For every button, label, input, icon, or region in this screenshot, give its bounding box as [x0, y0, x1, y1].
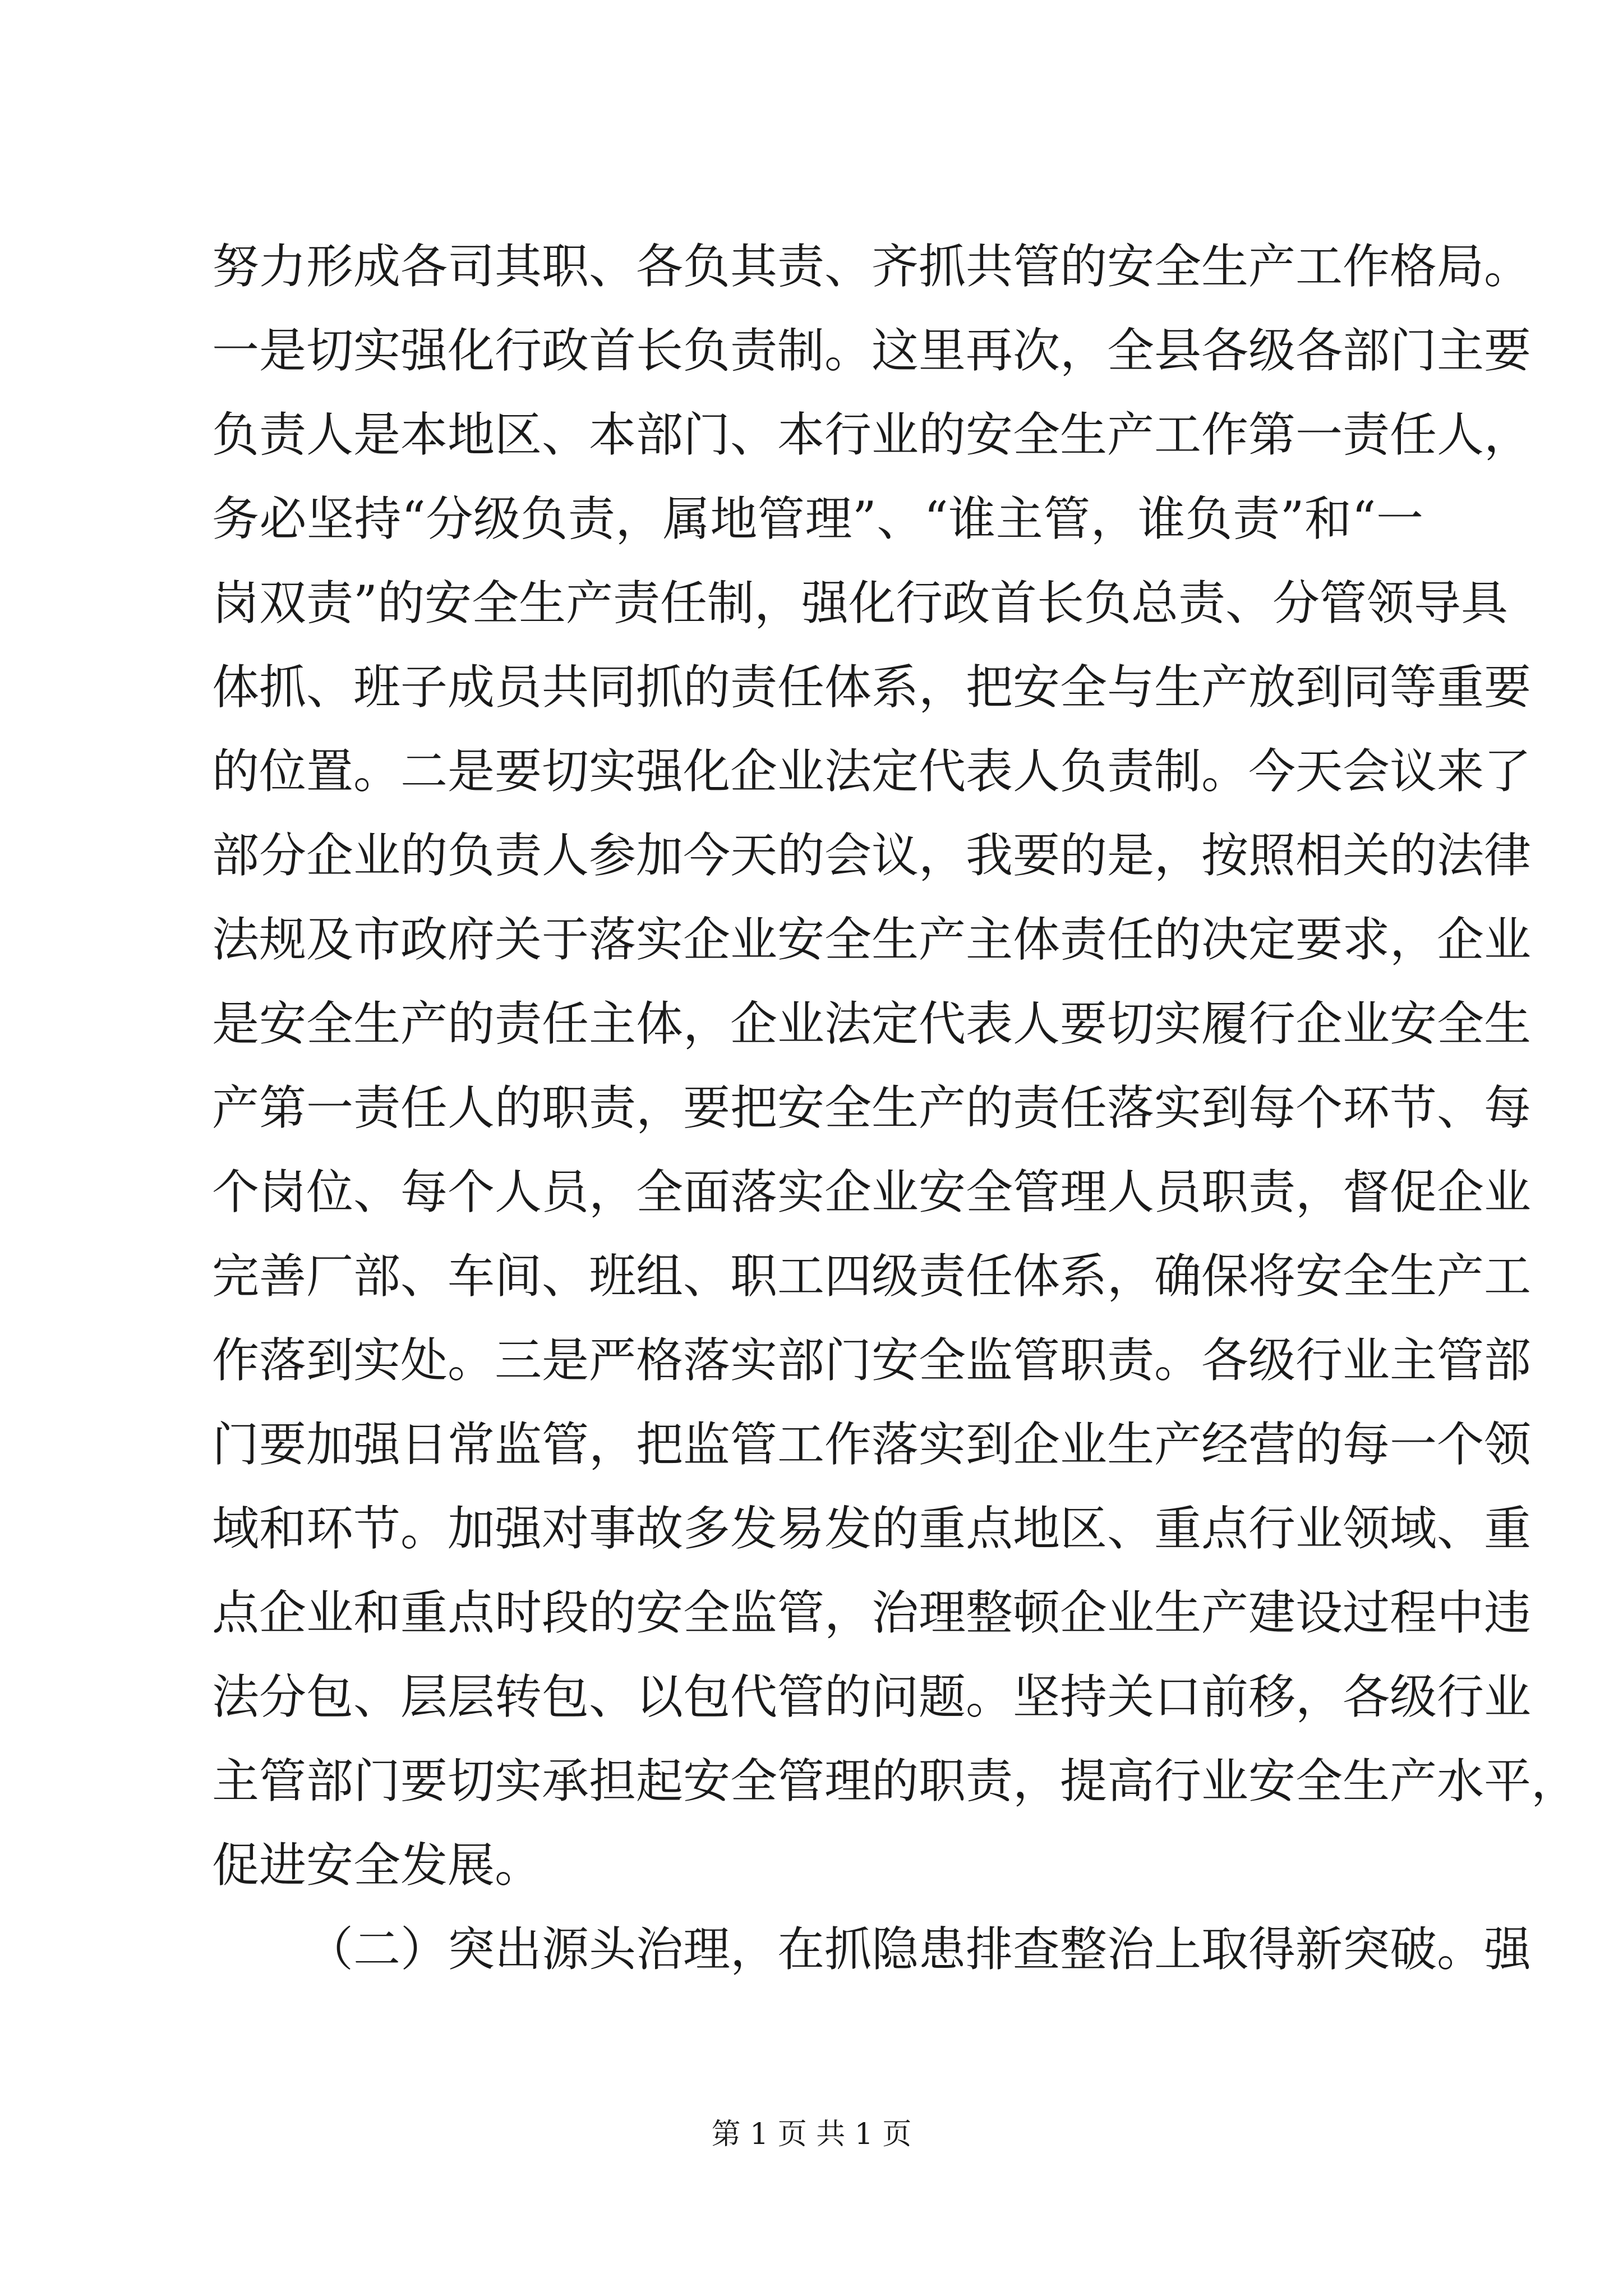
text-line: 一是切实强化行政首长负责制。这里再次，全县各级各部门主要 — [212, 323, 1532, 378]
text-line: 务必坚持“分级负责，属地管理”、“谁主管，谁负责”和“一 — [212, 491, 1423, 546]
text-line: 域和环节。加强对事故多发易发的重点地区、重点行业领域、重 — [212, 1501, 1532, 1556]
text-line: 岗双责”的安全生产责任制，强化行政首长负总责、分管领导具 — [212, 576, 1508, 631]
text-line: 点企业和重点时段的安全监管，治理整顿企业生产建设过程中违 — [212, 1585, 1532, 1640]
text-line: 产第一责任人的职责，要把安全生产的责任落实到每个环节、每 — [212, 1080, 1532, 1135]
text-line: 完善厂部、车间、班组、职工四级责任体系，确保将安全生产工 — [212, 1249, 1532, 1304]
page-footer: 第 1 页 共 1 页 — [711, 2118, 912, 2151]
text-line: 法规及市政府关于落实企业安全生产主体责任的决定要求，企业 — [212, 912, 1532, 967]
text-line: 的位置。二是要切实强化企业法定代表人负责制。今天会议来了 — [212, 744, 1532, 799]
text-line: 法分包、层层转包、以包代管的问题。坚持关口前移，各级行业 — [212, 1669, 1532, 1724]
text-line: 门要加强日常监管，把监管工作落实到企业生产经营的每一个领 — [212, 1417, 1532, 1472]
text-line: 体抓、班子成员共同抓的责任体系，把安全与生产放到同等重要 — [212, 660, 1532, 715]
text-line: 是安全生产的责任主体，企业法定代表人要切实履行企业安全生 — [212, 996, 1532, 1051]
text-line: 负责人是本地区、本部门、本行业的安全生产工作第一责任人， — [212, 407, 1532, 462]
text-line: 部分企业的负责人参加今天的会议，我要的是，按照相关的法律 — [212, 828, 1532, 883]
text-line: 个岗位、每个人员，全面落实企业安全管理人员职责，督促企业 — [212, 1165, 1532, 1220]
section-heading-line: （二）突出源头治理，在抓隐患排查整治上取得新突破。强 — [306, 1922, 1532, 1977]
text-line: 主管部门要切实承担起安全管理的职责，提高行业安全生产水平， — [212, 1754, 1579, 1809]
text-line: 努力形成各司其职、各负其责、齐抓共管的安全生产工作格局。 — [212, 239, 1532, 294]
text-line: 促进安全发展。 — [212, 1838, 542, 1893]
text-line: 作落到实处。三是严格落实部门安全监管职责。各级行业主管部 — [212, 1333, 1532, 1388]
